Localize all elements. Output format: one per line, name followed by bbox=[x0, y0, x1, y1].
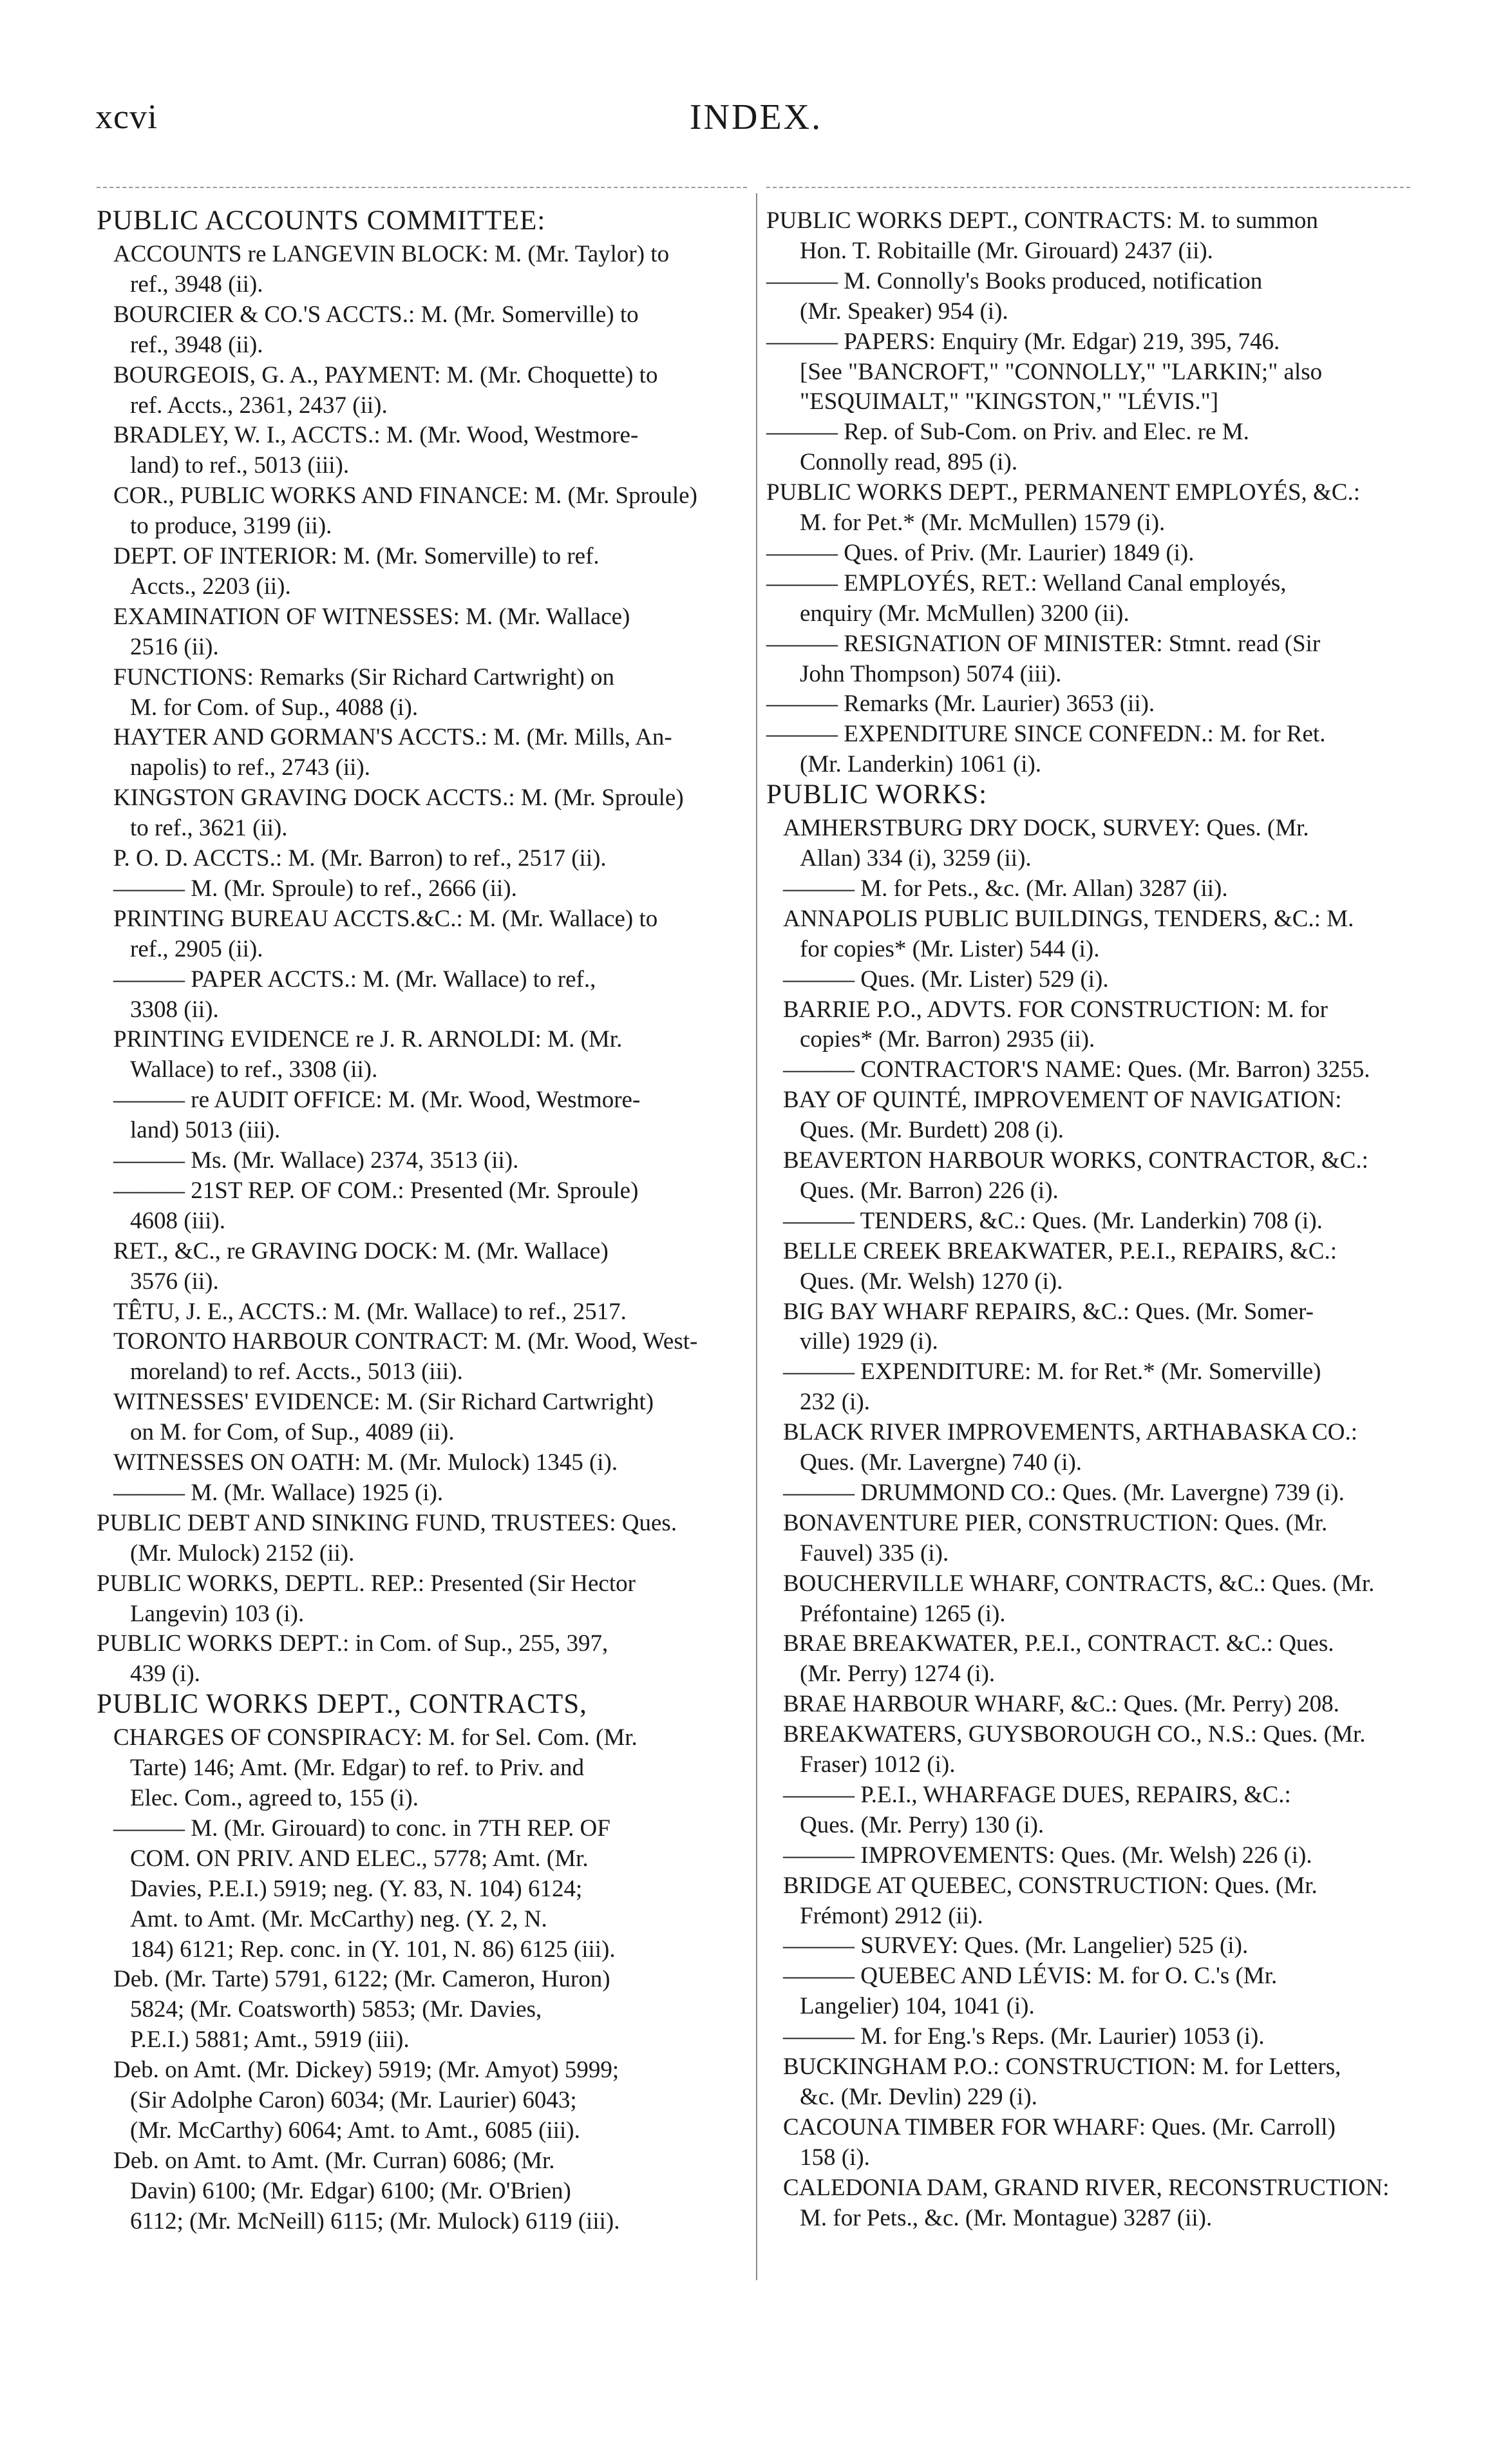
index-line: ref., 2905 (ii). bbox=[130, 935, 263, 962]
index-line: M. for Com. of Sup., 4088 (i). bbox=[130, 694, 419, 721]
index-line: Amt. to Amt. (Mr. McCarthy) neg. (Y. 2, N. bbox=[130, 1905, 547, 1932]
index-line: Connolly read, 895 (i). bbox=[800, 449, 1018, 476]
index-line: Ques. (Mr. Lavergne) 740 (i). bbox=[800, 1449, 1082, 1476]
index-line: 2516 (ii). bbox=[130, 633, 219, 660]
left-column bbox=[97, 206, 747, 2254]
index-line: (Mr. McCarthy) 6064; Amt. to Amt., 6085 (iii). bbox=[130, 2117, 580, 2144]
index-line: BOURCIER & CO.'S ACCTS.: M. (Mr. Somerville) to bbox=[113, 301, 639, 328]
index-line: ——— M. for Pets., &c. (Mr. Allan) 3287 (ii). bbox=[783, 875, 1228, 902]
running-title: INDEX. bbox=[689, 97, 823, 137]
index-line: COM. ON PRIV. AND ELEC., 5778; Amt. (Mr. bbox=[130, 1845, 589, 1872]
index-line: [See "BANCROFT," "CONNOLLY," "LARKIN;" also bbox=[800, 358, 1323, 385]
index-line: 3308 (ii). bbox=[130, 996, 219, 1023]
index-line: 232 (i). bbox=[800, 1389, 870, 1416]
index-line: moreland) to ref. Accts., 5013 (iii). bbox=[130, 1358, 463, 1386]
header-rule-left bbox=[97, 187, 747, 188]
right-column bbox=[766, 206, 1417, 2267]
index-line: (Mr. Speaker) 954 (i). bbox=[800, 298, 1008, 325]
index-line: Deb. on Amt. (Mr. Dickey) 5919; (Mr. Amyot) 5999; bbox=[113, 2057, 619, 2084]
index-line: KINGSTON GRAVING DOCK ACCTS.: M. (Mr. Sproule) bbox=[113, 785, 684, 812]
index-line: PUBLIC WORKS, DEPTL. REP.: Presented (Sir Hector bbox=[97, 1570, 636, 1597]
index-line: ——— SURVEY: Ques. (Mr. Langelier) 525 (i). bbox=[783, 1932, 1249, 1959]
index-line: Allan) 334 (i), 3259 (ii). bbox=[800, 845, 1032, 872]
index-line: ——— PAPERS: Enquiry (Mr. Edgar) 219, 395, 746. bbox=[766, 328, 1280, 355]
index-line: PRINTING BUREAU ACCTS.&C.: M. (Mr. Wallace) to bbox=[113, 905, 658, 932]
index-line: ——— M. (Mr. Sproule) to ref., 2666 (ii). bbox=[113, 875, 517, 902]
index-line: ——— EXPENDITURE SINCE CONFEDN.: M. for Ret. bbox=[766, 721, 1326, 748]
index-line: copies* (Mr. Barron) 2935 (ii). bbox=[800, 1026, 1095, 1053]
index-line: ——— M. (Mr. Wallace) 1925 (i). bbox=[113, 1479, 444, 1506]
index-line: ——— M. for Eng.'s Reps. (Mr. Laurier) 1053 (i). bbox=[783, 2023, 1265, 2050]
index-line: (Mr. Mulock) 2152 (ii). bbox=[130, 1539, 355, 1567]
index-line: ——— Ms. (Mr. Wallace) 2374, 3513 (ii). bbox=[113, 1147, 519, 1174]
index-line: EXAMINATION OF WITNESSES: M. (Mr. Wallace) bbox=[113, 603, 630, 630]
index-line: ——— P.E.I., WHARFAGE DUES, REPAIRS, &C.: bbox=[783, 1781, 1291, 1808]
index-line: BARRIE P.O., ADVTS. FOR CONSTRUCTION: M. for bbox=[783, 996, 1328, 1023]
index-line: P. O. D. ACCTS.: M. (Mr. Barron) to ref., 2517 (ii). bbox=[113, 845, 607, 872]
index-line: P.E.I.) 5881; Amt., 5919 (iii). bbox=[130, 2026, 410, 2054]
index-line: BEAVERTON HARBOUR WORKS, CONTRACTOR, &C.: bbox=[783, 1147, 1368, 1174]
index-line: FUNCTIONS: Remarks (Sir Richard Cartwright) on bbox=[113, 663, 614, 691]
index-line: Davin) 6100; (Mr. Edgar) 6100; (Mr. O'Brien) bbox=[130, 2177, 571, 2204]
index-line: for copies* (Mr. Lister) 544 (i). bbox=[800, 935, 1100, 962]
index-line: AMHERSTBURG DRY DOCK, SURVEY: Ques. (Mr. bbox=[783, 815, 1309, 842]
index-line: &c. (Mr. Devlin) 229 (i). bbox=[800, 2083, 1037, 2110]
index-line: RET., &C., re GRAVING DOCK: M. (Mr. Wallace) bbox=[113, 1237, 609, 1264]
index-line: BOUCHERVILLE WHARF, CONTRACTS, &C.: Ques. (Mr. bbox=[783, 1570, 1375, 1597]
index-line: 158 (i). bbox=[800, 2144, 870, 2171]
index-line: CALEDONIA DAM, GRAND RIVER, RECONSTRUCTION: bbox=[783, 2174, 1390, 2201]
index-line: Ques. (Mr. Perry) 130 (i). bbox=[800, 1811, 1044, 1838]
index-line: Deb. on Amt. to Amt. (Mr. Curran) 6086; (Mr. bbox=[113, 2147, 555, 2174]
index-line: BRADLEY, W. I., ACCTS.: M. (Mr. Wood, Westmore- bbox=[113, 422, 639, 449]
index-line: Wallace) to ref., 3308 (ii). bbox=[130, 1056, 378, 1083]
index-line: ——— PAPER ACCTS.: M. (Mr. Wallace) to ref., bbox=[113, 966, 596, 993]
index-line: ——— TENDERS, &C.: Ques. (Mr. Landerkin) 708 (i). bbox=[783, 1207, 1323, 1234]
index-line: ——— Rep. of Sub-Com. on Priv. and Elec. re M. bbox=[766, 419, 1249, 446]
index-line: ref. Accts., 2361, 2437 (ii). bbox=[130, 392, 388, 419]
index-line: ——— Ques. of Priv. (Mr. Laurier) 1849 (i). bbox=[766, 539, 1195, 566]
index-line: Préfontaine) 1265 (i). bbox=[800, 1600, 1006, 1627]
index-line: DEPT. OF INTERIOR: M. (Mr. Somerville) to ref. bbox=[113, 543, 600, 569]
index-line: Deb. (Mr. Tarte) 5791, 6122; (Mr. Cameron, Huron) bbox=[113, 1966, 610, 1993]
index-line: TORONTO HARBOUR CONTRACT: M. (Mr. Wood, West- bbox=[113, 1328, 698, 1355]
index-line: Hon. T. Robitaille (Mr. Girouard) 2437 (ii). bbox=[800, 237, 1213, 264]
index-line: BONAVENTURE PIER, CONSTRUCTION: Ques. (Mr. bbox=[783, 1509, 1328, 1536]
index-line: on M. for Com, of Sup., 4089 (ii). bbox=[130, 1419, 455, 1446]
index-line: BIG BAY WHARF REPAIRS, &C.: Ques. (Mr. Somer- bbox=[783, 1298, 1314, 1325]
index-line: enquiry (Mr. McMullen) 3200 (ii). bbox=[800, 600, 1129, 627]
index-line: ——— M. Connolly's Books produced, notification bbox=[766, 267, 1263, 294]
index-line: BUCKINGHAM P.O.: CONSTRUCTION: M. for Letters, bbox=[783, 2054, 1341, 2080]
index-line: ville) 1929 (i). bbox=[800, 1328, 938, 1355]
index-line: 184) 6121; Rep. conc. in (Y. 101, N. 86) 6125 (iii). bbox=[130, 1936, 616, 1963]
index-line: Elec. Com., agreed to, 155 (i). bbox=[130, 1785, 419, 1811]
index-line: COR., PUBLIC WORKS AND FINANCE: M. (Mr. Sproule) bbox=[113, 482, 697, 510]
index-line: Ques. (Mr. Welsh) 1270 (i). bbox=[800, 1268, 1063, 1295]
index-line: PUBLIC WORKS DEPT.: in Com. of Sup., 255, 397, bbox=[97, 1630, 609, 1657]
index-line: ——— 21ST REP. OF COM.: Presented (Mr. Sproule) bbox=[113, 1177, 639, 1204]
left-column-lines bbox=[97, 206, 747, 2254]
index-line: Fauvel) 335 (i). bbox=[800, 1539, 949, 1567]
index-line: TÊTU, J. E., ACCTS.: M. (Mr. Wallace) to ref., 2517. bbox=[113, 1298, 627, 1325]
index-line: PUBLIC WORKS: bbox=[766, 779, 988, 810]
index-line: ——— IMPROVEMENTS: Ques. (Mr. Welsh) 226 (i). bbox=[783, 1842, 1312, 1869]
index-line: ref., 3948 (ii). bbox=[130, 331, 263, 358]
index-line: ACCOUNTS re LANGEVIN BLOCK: M. (Mr. Taylor) to bbox=[113, 241, 670, 267]
index-line: WITNESSES ON OATH: M. (Mr. Mulock) 1345 (i). bbox=[113, 1449, 618, 1476]
index-line: (Sir Adolphe Caron) 6034; (Mr. Laurier) 6043; bbox=[130, 2087, 577, 2113]
index-line: John Thompson) 5074 (iii). bbox=[800, 660, 1062, 687]
index-line: 4608 (iii). bbox=[130, 1207, 225, 1234]
index-line: napolis) to ref., 2743 (ii). bbox=[130, 754, 370, 781]
index-line: (Mr. Landerkin) 1061 (i). bbox=[800, 751, 1042, 778]
index-line: BAY OF QUINTÉ, IMPROVEMENT OF NAVIGATION: bbox=[783, 1087, 1342, 1114]
index-line: ref., 3948 (ii). bbox=[130, 271, 263, 298]
index-line: CACOUNA TIMBER FOR WHARF: Ques. (Mr. Carroll) bbox=[783, 2113, 1336, 2140]
index-line: BREAKWATERS, GUYSBOROUGH CO., N.S.: Ques. (Mr. bbox=[783, 1721, 1366, 1748]
index-line: BRAE HARBOUR WHARF, &C.: Ques. (Mr. Perry) 208. bbox=[783, 1691, 1339, 1718]
index-line: PUBLIC WORKS DEPT., PERMANENT EMPLOYÉS, &C.: bbox=[766, 479, 1361, 506]
index-line: to ref., 3621 (ii). bbox=[130, 815, 288, 842]
index-line: ANNAPOLIS PUBLIC BUILDINGS, TENDERS, &C.: M. bbox=[783, 905, 1354, 932]
index-line: PUBLIC ACCOUNTS COMMITTEE: bbox=[97, 205, 546, 236]
index-line: BRAE BREAKWATER, P.E.I., CONTRACT. &C.: Ques. bbox=[783, 1630, 1334, 1657]
index-line: ——— CONTRACTOR'S NAME: Ques. (Mr. Barron) 3255. bbox=[783, 1056, 1370, 1083]
index-line: Ques. (Mr. Barron) 226 (i). bbox=[800, 1177, 1059, 1204]
index-line: (Mr. Perry) 1274 (i). bbox=[800, 1661, 996, 1688]
header-rule-right bbox=[766, 187, 1410, 188]
index-line: WITNESSES' EVIDENCE: M. (Sir Richard Cartwright) bbox=[113, 1389, 654, 1416]
index-line: land) to ref., 5013 (iii). bbox=[130, 452, 350, 479]
index-line: ——— EMPLOYÉS, RET.: Welland Canal employés, bbox=[766, 569, 1287, 596]
index-line: ——— DRUMMOND CO.: Ques. (Mr. Lavergne) 739 (i). bbox=[783, 1479, 1345, 1506]
index-line: 5824; (Mr. Coatsworth) 5853; (Mr. Davies, bbox=[130, 1996, 542, 2023]
index-line: PRINTING EVIDENCE re J. R. ARNOLDI: M. (Mr. bbox=[113, 1026, 623, 1053]
index-line: 439 (i). bbox=[130, 1661, 200, 1688]
index-line: Langelier) 104, 1041 (i). bbox=[800, 1993, 1035, 2020]
index-line: Langevin) 103 (i). bbox=[130, 1600, 305, 1627]
index-line: 3576 (ii). bbox=[130, 1268, 219, 1295]
index-line: ——— RESIGNATION OF MINISTER: Stmnt. read (Sir bbox=[766, 630, 1321, 657]
index-line: PUBLIC WORKS DEPT., CONTRACTS: M. to summon bbox=[766, 207, 1318, 234]
index-line: BLACK RIVER IMPROVEMENTS, ARTHABASKA CO.: bbox=[783, 1419, 1358, 1446]
index-line: "ESQUIMALT," "KINGSTON," "LÉVIS."] bbox=[800, 388, 1219, 415]
index-line: ——— Ques. (Mr. Lister) 529 (i). bbox=[783, 966, 1109, 993]
index-line: ——— Remarks (Mr. Laurier) 3653 (ii). bbox=[766, 691, 1155, 718]
right-column-lines bbox=[766, 206, 1417, 2267]
index-line: ——— EXPENDITURE: M. for Ret.* (Mr. Somerville) bbox=[783, 1358, 1321, 1386]
index-line: Accts., 2203 (ii). bbox=[130, 573, 291, 600]
index-line: Tarte) 146; Amt. (Mr. Edgar) to ref. to Priv. and bbox=[130, 1755, 585, 1782]
index-line: Fraser) 1012 (i). bbox=[800, 1751, 956, 1778]
index-line: M. for Pet.* (Mr. McMullen) 1579 (i). bbox=[800, 510, 1166, 536]
index-line: ——— QUEBEC AND LÉVIS: M. for O. C.'s (Mr. bbox=[783, 1963, 1278, 1990]
index-line: Frémont) 2912 (ii). bbox=[800, 1902, 983, 1929]
index-line: BRIDGE AT QUEBEC, CONSTRUCTION: Ques. (Mr. bbox=[783, 1872, 1318, 1899]
page-number: xcvi bbox=[95, 97, 158, 136]
index-line: CHARGES OF CONSPIRACY: M. for Sel. Com. (Mr. bbox=[113, 1724, 638, 1751]
index-line: PUBLIC WORKS DEPT., CONTRACTS, bbox=[97, 1689, 587, 1720]
index-line: ——— re AUDIT OFFICE: M. (Mr. Wood, Westmore- bbox=[113, 1087, 641, 1114]
index-line: ——— M. (Mr. Girouard) to conc. in 7TH REP. OF bbox=[113, 1815, 610, 1842]
index-line: 6112; (Mr. McNeill) 6115; (Mr. Mulock) 6119 (iii). bbox=[130, 2207, 620, 2235]
index-line: PUBLIC DEBT AND SINKING FUND, TRUSTEES: Ques. bbox=[97, 1509, 677, 1536]
index-line: to produce, 3199 (ii). bbox=[130, 513, 332, 540]
index-line: Ques. (Mr. Burdett) 208 (i). bbox=[800, 1117, 1064, 1144]
index-line: HAYTER AND GORMAN'S ACCTS.: M. (Mr. Mills, An- bbox=[113, 724, 672, 751]
index-line: BOURGEOIS, G. A., PAYMENT: M. (Mr. Choquette) to bbox=[113, 361, 658, 388]
index-line: Davies, P.E.I.) 5919; neg. (Y. 83, N. 104) 6124; bbox=[130, 1875, 583, 1902]
index-line: BELLE CREEK BREAKWATER, P.E.I., REPAIRS, &C.: bbox=[783, 1237, 1337, 1264]
index-line: M. for Pets., &c. (Mr. Montague) 3287 (ii). bbox=[800, 2204, 1213, 2231]
index-line: land) 5013 (iii). bbox=[130, 1117, 281, 1144]
column-divider bbox=[756, 193, 757, 2280]
